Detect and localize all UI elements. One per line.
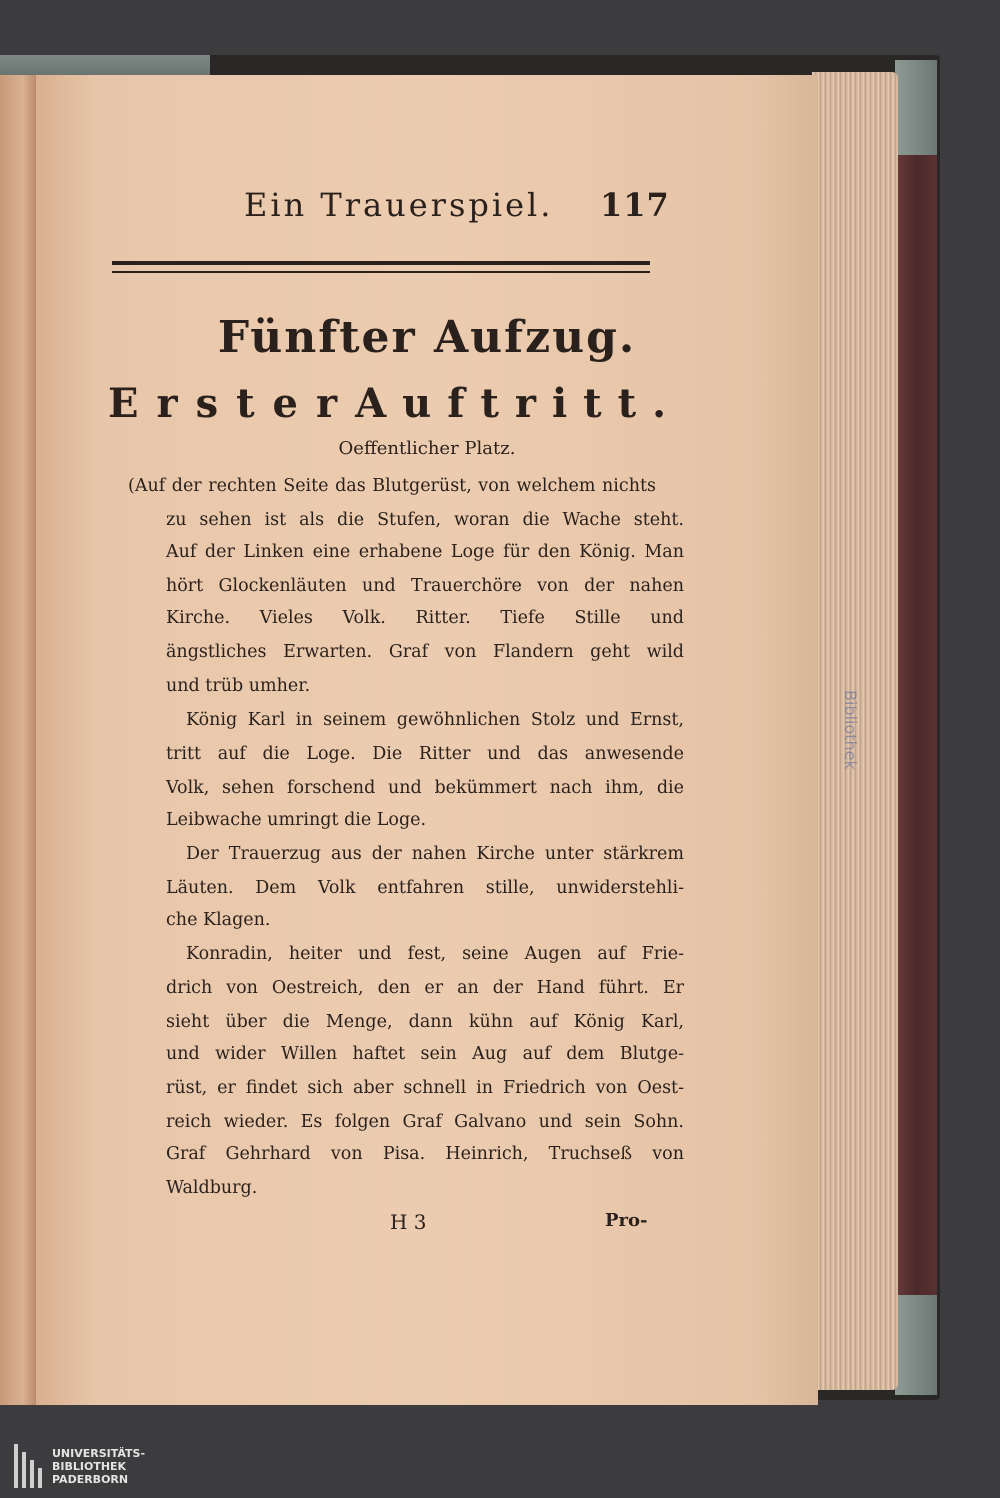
act-heading: Fünfter Aufzug. [217, 312, 637, 363]
scene-setting: Oeffentlicher Platz. [338, 438, 516, 459]
text-line: (Auf der rechten Seite das Blutgerüst, von welchem nichts [128, 476, 656, 496]
page-number: 117 [600, 186, 670, 224]
leather-binding-right [895, 60, 937, 1395]
text-line: Leibwache umringt die Loge. [166, 810, 427, 830]
logo-line-1: UNIVERSITÄTS- [52, 1446, 146, 1460]
book-page [36, 75, 818, 1405]
running-title: Ein Trauerspiel. [244, 186, 554, 224]
scene-heading [108, 380, 683, 427]
text-line: Graf Gehrhard von Pisa. Heinrich, Truchseß von [166, 1144, 684, 1164]
text-line: König Karl in seinem gewöhnlichen Stolz und Ernst, [186, 710, 684, 730]
text-line: sieht über die Menge, dann kühn auf König Karl, [166, 1012, 684, 1032]
text-line: zu sehen ist als die Stufen, woran die Wache steht. [166, 510, 684, 530]
text-line: Volk, sehen forschend und bekümmert nach ihm, die [166, 778, 684, 798]
scene-heading-word1: Erster [108, 380, 356, 427]
scene-heading-word2: Auftritt. [355, 380, 683, 427]
text-line: hört Glockenläuten und Trauerchöre von der nahen [166, 576, 684, 596]
signature-mark: H 3 [390, 1210, 427, 1234]
text-line: ängstliches Erwarten. Graf von Flandern geht wild [166, 642, 684, 662]
text-line: Konradin, heiter und fest, seine Augen auf Frie- [186, 944, 684, 964]
header-rule-thin [112, 271, 650, 273]
text-line: Waldburg. [166, 1178, 258, 1198]
text-line: che Klagen. [166, 910, 271, 930]
header-rule-thick [112, 261, 650, 265]
text-line: reich wieder. Es folgen Graf Galvano und sein Sohn. [166, 1112, 684, 1132]
cloth-corner-top [895, 60, 937, 155]
text-line: tritt auf die Loge. Die Ritter und das anwesende [166, 744, 684, 764]
text-line: und trüb umher. [166, 676, 311, 696]
left-page-edge [0, 75, 40, 1405]
logo-line-2: BIBLIOTHEK [52, 1459, 127, 1473]
text-line: und wider Willen haftet sein Aug auf dem Blutge- [166, 1044, 684, 1064]
library-logo-text [52, 1447, 145, 1486]
text-line: drich von Oestreich, den er an der Hand führt. Er [166, 978, 684, 998]
text-line: Der Trauerzug aus der nahen Kirche unter stärkrem [186, 844, 684, 864]
text-line: Läuten. Dem Volk entfahren stille, unwiderstehli- [166, 878, 684, 898]
catchword: Pro- [605, 1210, 648, 1231]
library-logo [14, 1444, 145, 1488]
library-logo-icon [14, 1444, 44, 1488]
text-line: Auf der Linken eine erhabene Loge für den König. Man [166, 542, 684, 562]
text-line: rüst, er findet sich aber schnell in Friedrich von Oest- [166, 1078, 684, 1098]
text-line: Kirche. Vieles Volk. Ritter. Tiefe Stille und [166, 608, 684, 628]
library-stamp: Bibliothek [841, 690, 860, 770]
logo-line-3: PADERBORN [52, 1472, 129, 1486]
cloth-corner-bottom [895, 1295, 937, 1395]
